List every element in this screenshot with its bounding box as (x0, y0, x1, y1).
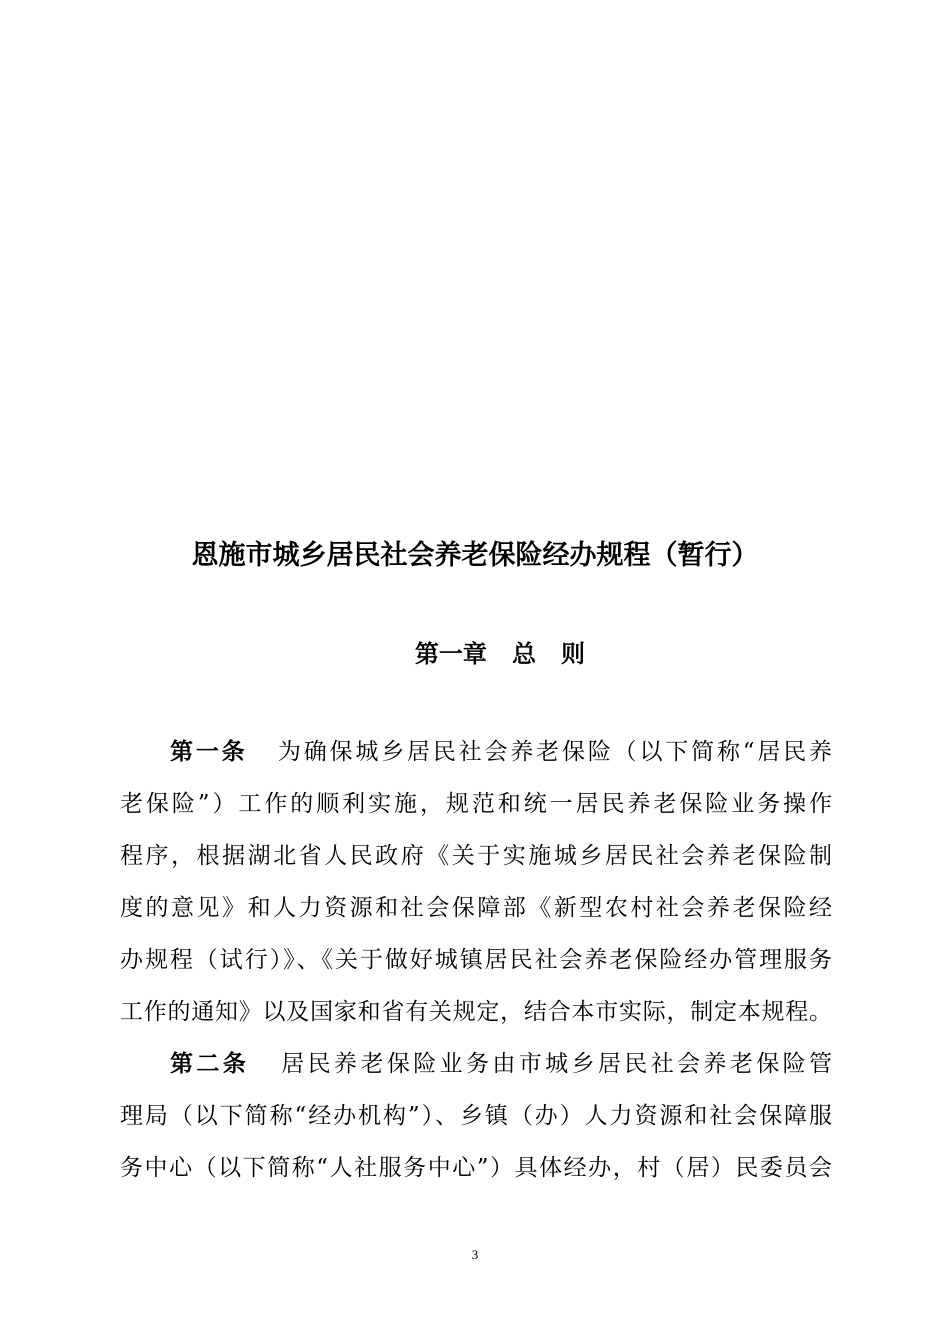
article-1-line-1: 第一条 为确保城乡居民社会养老保险（以下简称“居民养 (170, 739, 833, 765)
page-number: 3 (471, 1247, 479, 1262)
article-2-line-2: 理局（以下简称“经办机构”）、乡镇（办）人力资源和社会保障服 (120, 1103, 832, 1129)
article-1-label: 第一条 (170, 739, 248, 765)
article-1 (120, 726, 832, 1038)
article-2-label: 第二条 (170, 1051, 250, 1077)
article-2-line-3: 务中心（以下简称“人社服务中心”）具体经办，村（居）民委员会 (120, 1155, 832, 1181)
article-2 (120, 1038, 832, 1194)
document-title: 恩施市城乡居民社会养老保险经办规程（暂行） (191, 540, 759, 571)
article-1-line-3: 程序，根据湖北省人民政府《关于实施城乡居民社会养老保险制 (120, 843, 832, 869)
article-2-line-1: 第二条 居民养老保险业务由市城乡居民社会养老保险管 (170, 1051, 833, 1077)
article-1-line-6: 工作的通知》以及国家和省有关规定，结合本市实际，制定本规程。 (120, 999, 832, 1025)
article-1-line-4: 度的意见》和人力资源和社会保障部《新型农村社会养老保险经 (120, 895, 832, 921)
article-1-line-5: 办规程（试行）》、《关于做好城镇居民社会养老保险经办管理服务 (120, 947, 832, 973)
chapter-title: 第一章 总 则 (414, 640, 586, 668)
article-1-line-2: 老保险”）工作的顺利实施，规范和统一居民养老保险业务操作 (120, 791, 832, 817)
